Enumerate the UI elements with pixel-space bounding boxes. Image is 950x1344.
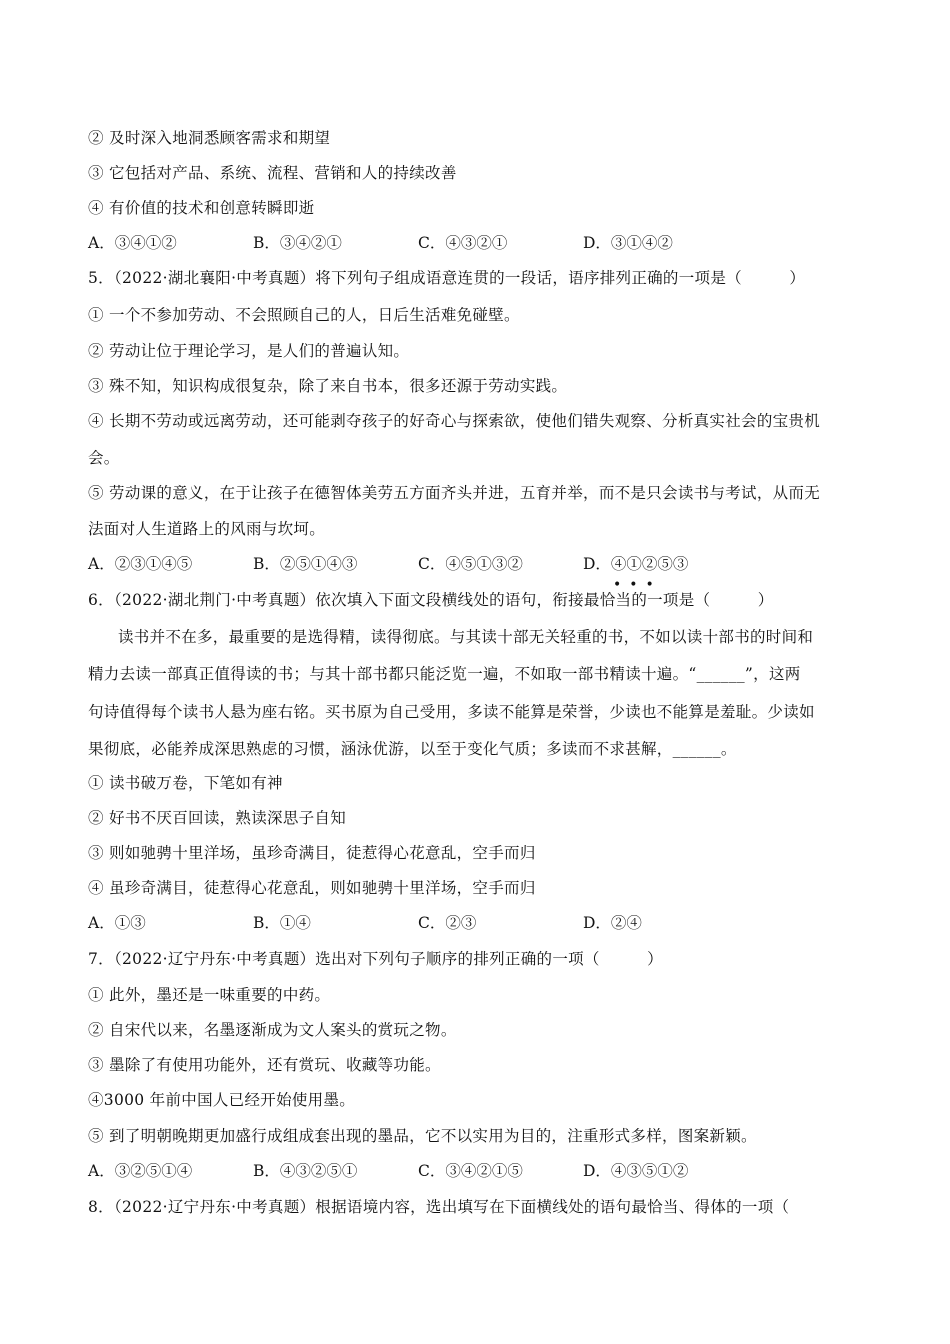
q7-sentence-2: ② 自宋代以来，名墨逐渐成为文人案头的赏玩之物。 bbox=[88, 1021, 457, 1039]
q5-option-c: C．④⑤①③② bbox=[418, 555, 523, 573]
q8-stem: 8．（2022·辽宁丹东·中考真题）根据语境内容，选出填写在下面横线处的语句最恰当、得体的一项（ bbox=[88, 1198, 790, 1216]
q4-option-b: B．③④②① bbox=[253, 234, 342, 252]
q5-sentence-3: ③ 殊不知，知识构成很复杂，除了来自书本，很多还源于劳动实践。 bbox=[88, 377, 568, 395]
q4-sentence-3: ③ 它包括对产品、系统、流程、营销和人的持续改善 bbox=[88, 164, 457, 182]
q6-stem: 6．（2022·湖北荆门·中考真题）依次填入下面文段横线处的语句，衔接最恰当的一项是（ ） bbox=[88, 591, 774, 609]
q7-option-c: C．③④②①⑤ bbox=[418, 1162, 523, 1180]
q5-sentence-5-line-1: ⑤ 劳动课的意义，在于让孩子在德智体美劳五方面齐头并进，五育并举，而不是只会读书与考试，从而无 bbox=[88, 484, 821, 502]
q7-sentence-1: ① 此外，墨还是一味重要的中药。 bbox=[88, 986, 331, 1004]
q4-option-a: A．③④①② bbox=[88, 234, 177, 252]
q7-sentence-3: ③ 墨除了有使用功能外，还有赏玩、收藏等功能。 bbox=[88, 1056, 441, 1074]
q6-option-sentence-2: ② 好书不厌百回读，熟读深思子自知 bbox=[88, 809, 347, 827]
q5-stem: 5．（2022·湖北襄阳·中考真题）将下列句子组成语意连贯的一段话，语序排列正确的一项是（ ） bbox=[88, 269, 806, 287]
q5-sentence-5-line-2: 法面对人生道路上的风雨与坎坷。 bbox=[88, 520, 326, 538]
q4-sentence-2: ② 及时深入地洞悉顾客需求和期望 bbox=[88, 129, 331, 147]
q5-sentence-4-line-1: ④ 长期不劳动或远离劳动，还可能剥夺孩子的好奇心与探索欲，使他们错失观察、分析真实社会的宝贵机 bbox=[88, 412, 821, 430]
q7-option-b: B．④③②⑤① bbox=[253, 1162, 358, 1180]
q6-option-b: B．①④ bbox=[253, 914, 311, 932]
q6-option-a: A．①③ bbox=[88, 914, 146, 932]
q6-passage-line-1: 读书并不在多，最重要的是选得精，读得彻底。与其读十部无关轻重的书，不如以读十部书的时间和 bbox=[118, 628, 814, 646]
q5-sentence-2: ② 劳动让位于理论学习，是人们的普遍认知。 bbox=[88, 342, 410, 360]
q7-option-a: A．③②⑤①④ bbox=[88, 1162, 193, 1180]
q4-option-d: D．③①④② bbox=[583, 234, 673, 252]
q7-option-d: D．④③⑤①② bbox=[583, 1162, 689, 1180]
q6-option-d: D．②④ bbox=[583, 914, 642, 932]
q5-option-d: D．④①②⑤③ bbox=[583, 555, 689, 573]
q7-stem: 7．（2022·辽宁丹东·中考真题）选出对下列句子顺序的排列正确的一项（ ） bbox=[88, 950, 663, 968]
q6-option-sentence-4: ④ 虽珍奇满目，徒惹得心花意乱，则如驰骋十里洋场，空手而归 bbox=[88, 879, 536, 897]
q5-sentence-1: ① 一个不参加劳动、不会照顾自己的人，日后生活难免碰壁。 bbox=[88, 306, 520, 324]
q5-option-b: B．②⑤①④③ bbox=[253, 555, 358, 573]
q6-passage-line-3: 句诗值得每个读书人悬为座右铭。买书原为自己受用，多读不能算是荣誉，少读也不能算是羞耻。少读如 bbox=[88, 703, 815, 721]
q6-passage-line-2: 精力去读一部真正值得读的书；与其十部书都只能泛览一遍，不如取一部书精读十遍。“______”，这两 bbox=[88, 665, 801, 683]
q6-option-sentence-3: ③ 则如驰骋十里洋场，虽珍奇满目，徒惹得心花意乱，空手而归 bbox=[88, 844, 536, 862]
q5-option-a: A．②③①④⑤ bbox=[88, 555, 193, 573]
emphasis-dots: ••• bbox=[613, 577, 662, 593]
q6-option-c: C．②③ bbox=[418, 914, 477, 932]
q7-sentence-4: ④3000 年前中国人已经开始使用墨。 bbox=[88, 1091, 356, 1109]
q4-option-c: C．④③②① bbox=[418, 234, 508, 252]
q6-passage-line-4: 果彻底，必能养成深思熟虑的习惯，涵泳优游，以至于变化气质；多读而不求甚解，______。 bbox=[88, 740, 737, 758]
q7-sentence-5: ⑤ 到了明朝晚期更加盛行成组成套出现的墨品，它不以实用为目的，注重形式多样，图案新颖。 bbox=[88, 1127, 757, 1145]
q4-sentence-4: ④ 有价值的技术和创意转瞬即逝 bbox=[88, 199, 315, 217]
q6-option-sentence-1: ① 读书破万卷，下笔如有神 bbox=[88, 774, 283, 792]
q5-sentence-4-line-2: 会。 bbox=[88, 449, 120, 467]
